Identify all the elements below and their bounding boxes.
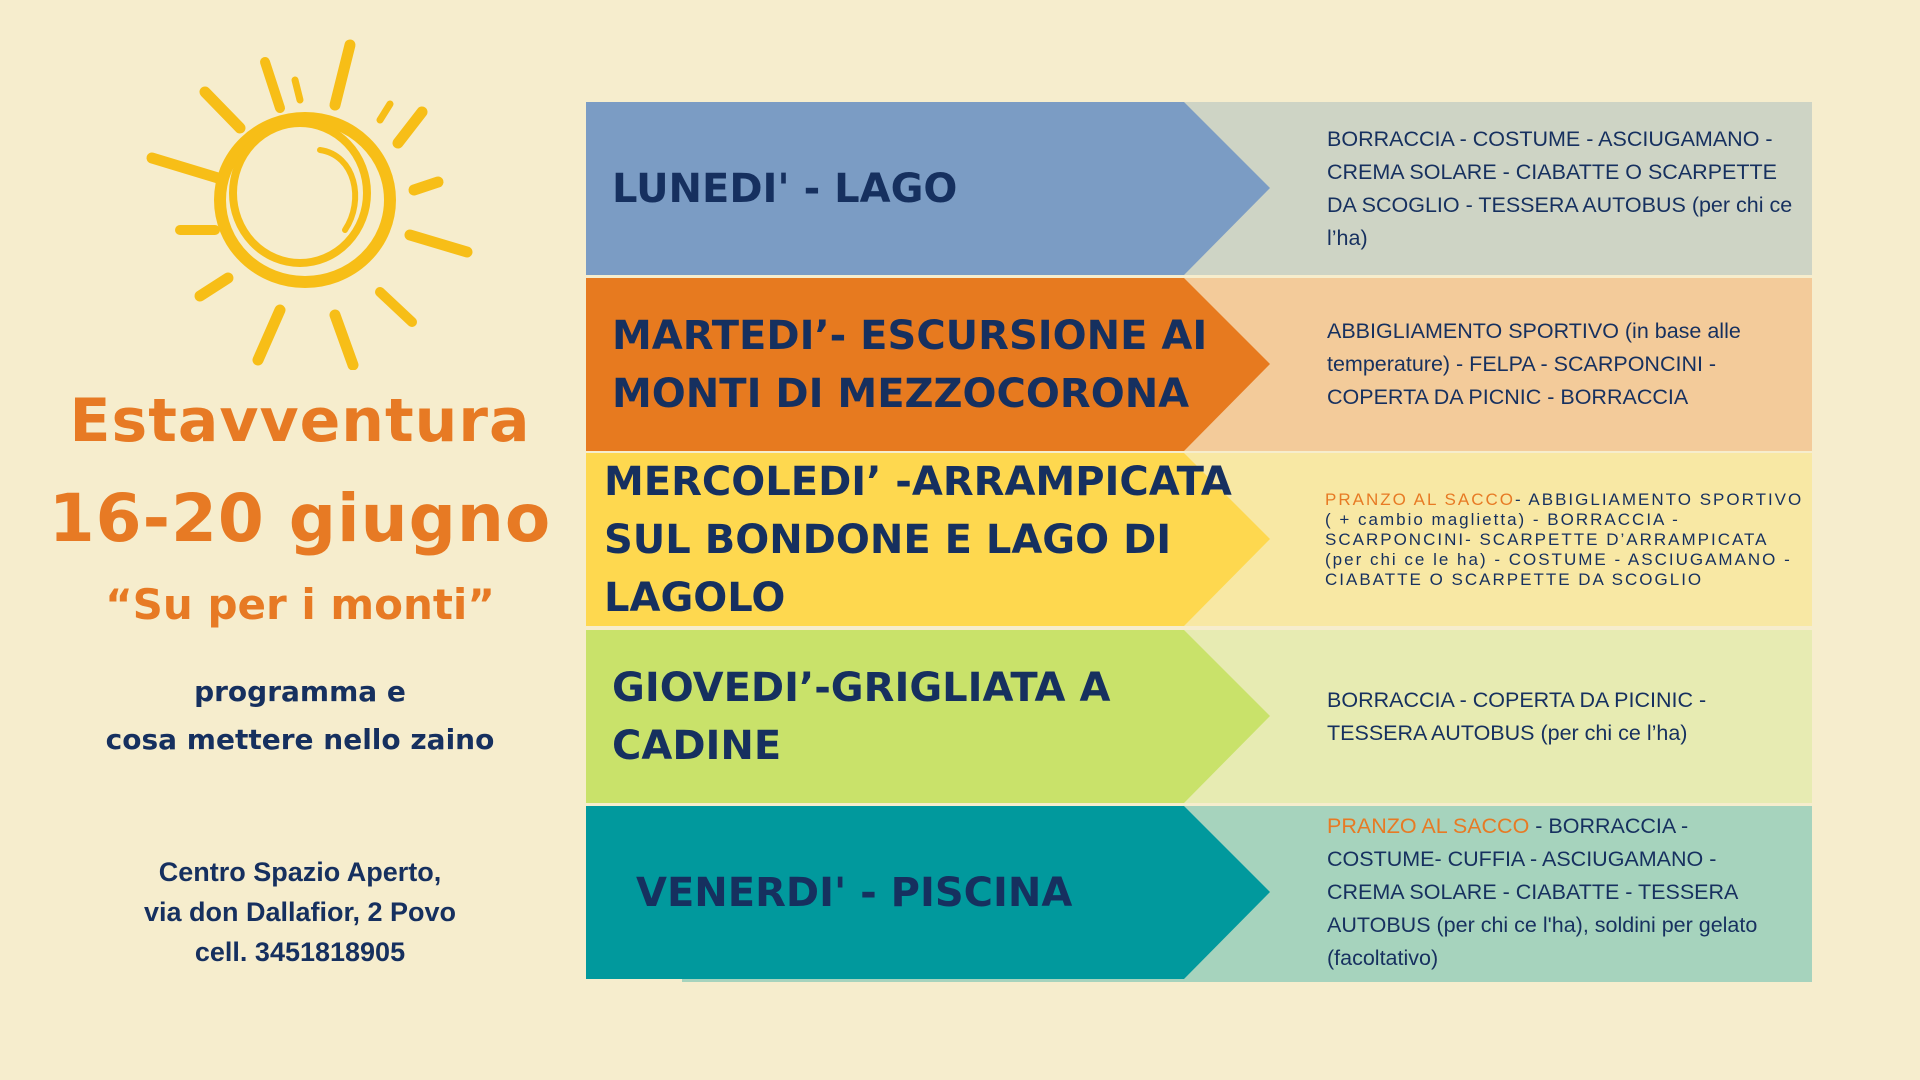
day-row-tuesday [586, 278, 1812, 451]
day-row-thursday [586, 630, 1812, 803]
day-row-monday [586, 102, 1812, 275]
left-column [0, 0, 600, 1080]
packing-list: PRANZO AL SACCO- ABBIGLIAMENTO SPORTIVO ( + cambio maglietta) - BORRACCIA - SCARPONCINI- SCARPETTE D’ARRAMPICATA (per chi ce le ha) - COSTUME - ASCIUGAMANO - CIABATTE O SCARPETTE DA SCOGLIO [1325, 489, 1804, 589]
highlight-text: PRANZO AL SACCO [1327, 814, 1530, 838]
event-title: Estavventura [69, 386, 531, 456]
day-label: GIOVEDI’-GRIGLIATA A CADINE [612, 664, 1111, 769]
contact-info [0, 852, 600, 972]
packing-list: ABBIGLIAMENTO SPORTIVO (in base alle temperature) - FELPA - SCARPONCINI - COPERTA DA PICNIC - BORRACCIA [1327, 319, 1741, 409]
sun-icon [140, 30, 480, 370]
day-label: MARTEDI’- ESCURSIONE AI MONTI DI MEZZOCORONA [612, 312, 1208, 417]
packing-list: BORRACCIA - COSTUME - ASCIUGAMANO - CREMA SOLARE - CIABATTE O SCARPETTE DA SCOGLIO - TESSERA AUTOBUS (per chi ce l’ha) [1327, 126, 1793, 250]
day-row-wednesday [586, 453, 1812, 626]
day-label: LUNEDI' - LAGO [612, 165, 958, 212]
highlight-text: PRANZO AL SACCO [1325, 489, 1515, 509]
event-dates: 16-20 giugno [48, 480, 552, 557]
packing-list: BORRACCIA - COPERTA DA PICINIC - TESSERA AUTOBUS (per chi ce l’ha) [1327, 687, 1707, 745]
subtitle-line-2: cosa mettere nello zaino [105, 723, 495, 756]
subtitle [0, 668, 600, 764]
event-theme: “Su per i monti” [105, 580, 495, 629]
day-label: MERCOLEDI’ -ARRAMPICATA SUL BONDONE E LAGO DI LAGOLO [604, 458, 1232, 621]
day-label: VENERDI' - PISCINA [636, 869, 1073, 916]
contact-line-1: Centro Spazio Aperto, [158, 857, 442, 887]
subtitle-line-1: programma e [194, 675, 406, 708]
day-row-friday [586, 806, 1812, 979]
packing-list: PRANZO AL SACCO - BORRACCIA - COSTUME- CUFFIA - ASCIUGAMANO - CREMA SOLARE - CIABATTE - TESSERA AUTOBUS (per chi ce l'ha), soldini per gelato (facoltativo) [1327, 814, 1758, 970]
contact-phone: cell. 3451818905 [194, 937, 406, 967]
contact-line-2: via don Dallafior, 2 Povo [143, 897, 457, 927]
